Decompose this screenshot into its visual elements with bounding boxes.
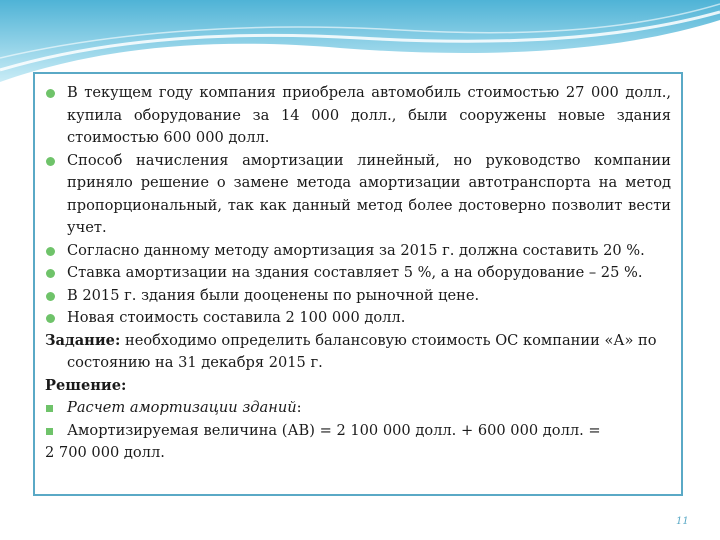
bullet-text: В 2015 г. здания были дооценены по рыночной цене. [67, 286, 480, 304]
solution-item [45, 397, 671, 420]
bullet-item [45, 307, 671, 330]
bullet-dot-icon [46, 314, 55, 323]
task-text: необходимо определить балансовую стоимость ОС компании «А» по состоянию на 31 декабря 2015 г. [67, 331, 657, 371]
bullet-text: В текущем году компания приобрела автомобиль стоимостью 27 000 долл., купила оборудование за 14 000 долл., были сооружены новые здания стоимостью 600 000 долл. [67, 84, 671, 146]
solution-item-italic: Расчет амортизации зданий [67, 399, 297, 416]
slide-content [45, 82, 671, 465]
bullet-text: Ставка амортизации на здания составляет 5 %, а на оборудование – 25 %. [67, 264, 643, 281]
solution-item [45, 420, 671, 443]
bullet-text: Способ начисления амортизации линейный, но руководство компании приняло решение о замене метода амортизации автотранспорта на метод пропорциональный, так как данный метод более достоверно позволит вести учет. [67, 151, 671, 236]
content-frame [33, 72, 683, 496]
bullet-text: Согласно данному методу амортизация за 2015 г. должна составить 20 %. [67, 241, 645, 259]
bullet-item [45, 240, 671, 263]
bullet-dot-icon [46, 89, 55, 98]
bullet-item [45, 150, 671, 240]
solution-item-suffix: : [296, 399, 302, 416]
slide-number: 11 [676, 516, 689, 527]
task-paragraph [45, 330, 671, 375]
bullet-dot-icon [46, 292, 55, 301]
task-label: Задание: [45, 331, 121, 349]
solution-item-text: Амортизируемая величина (АВ) = 2 100 000 долл. + 600 000 долл. = [67, 421, 601, 439]
bullet-dot-icon [46, 157, 55, 166]
bullet-text: Новая стоимость составила 2 100 000 долл. [67, 309, 406, 326]
square-bullet-icon [46, 405, 53, 412]
solution-heading [45, 375, 671, 398]
solution-label: Решение: [45, 376, 127, 394]
bullet-item [45, 82, 671, 150]
square-bullet-icon [46, 428, 53, 435]
bullet-item [45, 285, 671, 308]
bullet-dot-icon [46, 247, 55, 256]
solution-continuation: 2 700 000 долл. [45, 444, 165, 461]
bullet-item [45, 262, 671, 285]
bullet-dot-icon [46, 269, 55, 278]
